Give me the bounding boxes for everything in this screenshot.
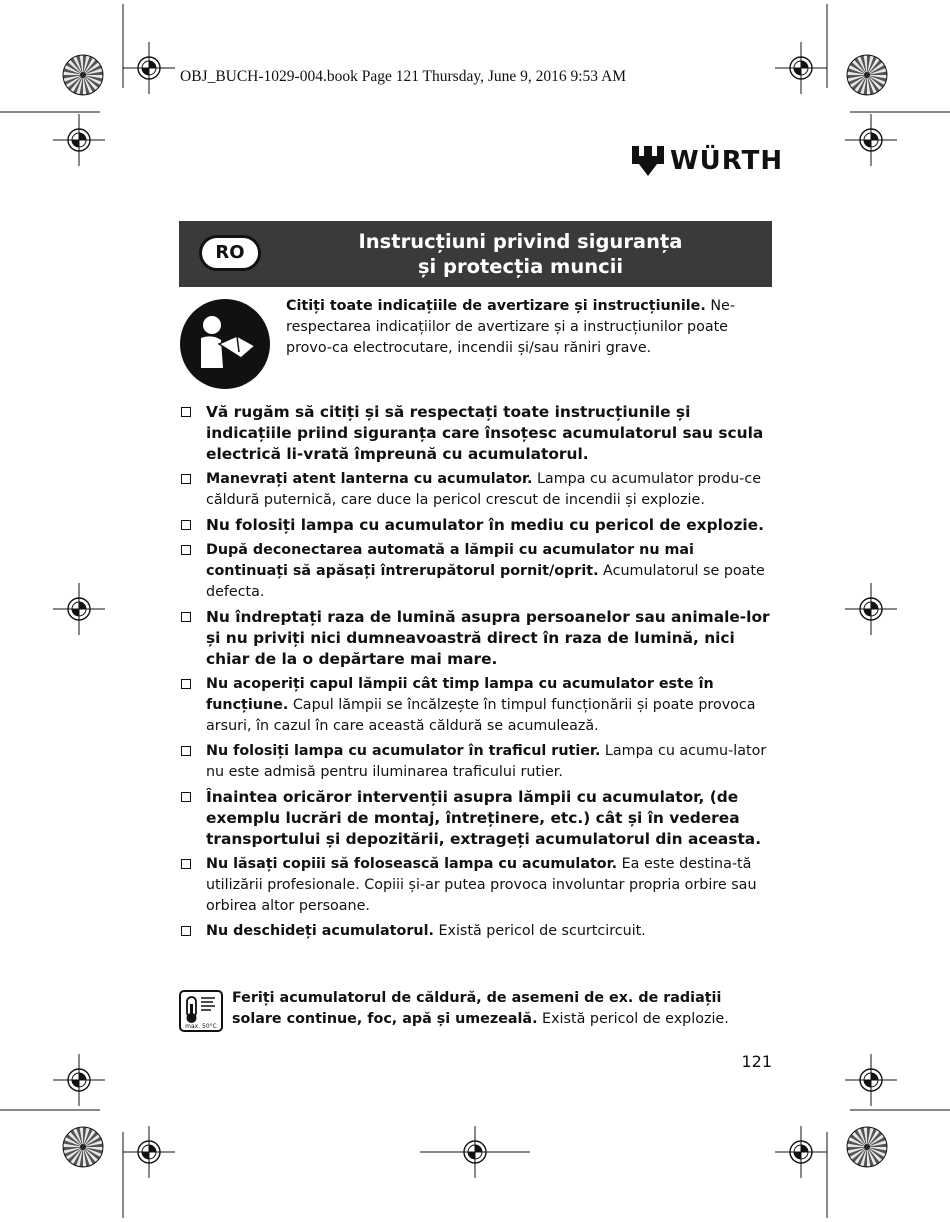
item-bold: Înaintea oricăror intervenții asupra lămpii cu acumulator, (de exemplu lucrări de montaj, întreținere, etc.) cât și în vederea transportului și depozitării, extrageți acumulatorul din aceasta. [206,788,762,848]
registration-mark-icon [845,1054,897,1106]
language-badge: RO [199,235,261,271]
checkbox-bullet-icon [181,926,191,936]
intro-bold: Citiți toate indicațiile de avertizare și instrucțiunile. [286,298,706,314]
item-bold: Nu acoperiți capul lămpii cât timp lampa cu acumulator este în funcțiune. [206,676,714,713]
registration-mark-icon [123,1126,175,1178]
intro-paragraph [286,296,774,359]
item-bold: Nu îndreptați raza de lumină asupra persoanelor sau animale-lor și nu priviți nici dumneavoastră direct în raza de lumină, nici chiar de la o depărtare mai mare. [206,608,770,668]
section-title-bar [179,221,772,287]
read-instructions-block [179,296,774,396]
item-text: Capul lămpii se încălzește în timpul funcționării și poate provoca arsuri, în cazul în care această căldură se acumulează. [206,697,756,734]
registration-mark-icon [845,583,897,635]
list-item [181,787,774,850]
checkbox-bullet-icon [181,545,191,555]
list-item [181,741,774,783]
color-wheel-icon [63,55,103,95]
checkbox-bullet-icon [181,746,191,756]
item-text: Lampa cu acumu-lator nu este admisă pentru iluminarea traficului rutier. [206,743,767,780]
list-item [181,607,774,670]
page-number: 121 [741,1052,772,1071]
section-title-line-1: Instrucțiuni privind siguranța [358,230,683,253]
print-header: OBJ_BUCH-1029-004.book Page 121 Thursday, June 9, 2016 9:53 AM [180,68,627,85]
list-item [181,540,774,603]
final-bold: Feriți acumulatorul de căldură, de asemeni de ex. de radiații solare continue, foc, apă și umezeală. [232,990,722,1027]
item-bold: Nu deschideți acumulatorul. [206,923,434,939]
item-bold: Manevrați atent lanterna cu acumulator. [206,471,533,487]
checkbox-bullet-icon [181,407,191,417]
item-bold: Nu folosiți lampa cu acumulator în traficul rutier. [206,743,601,759]
safety-list [181,402,774,946]
wurth-logo [630,144,784,180]
wurth-logo-icon [630,144,666,178]
section-title-line-2: și protecția muncii [417,255,624,278]
registration-mark-icon [53,583,105,635]
list-item [181,854,774,917]
item-bold: Vă rugăm să citiți și să respectați toate instrucțiunile și indicațiile priind siguranța care însoțesc acumulatorul sau scula electrică li-vrată împreună cu acumulatorul. [206,403,764,463]
section-title [279,229,762,279]
checkbox-bullet-icon [181,474,191,484]
checkbox-bullet-icon [181,859,191,869]
item-bold: După deconectarea automată a lămpii cu acumulator nu mai continuați să apăsați întrerupătorul pornit/oprit. [206,542,694,579]
checkbox-bullet-icon [181,792,191,802]
logo-text: WÜRTH [670,146,784,176]
checkbox-bullet-icon [181,679,191,689]
item-bold: Nu lăsați copiii să folosească lampa cu acumulator. [206,856,618,872]
item-text: Ea este destina-tă utilizării profesionale. Copiii și-ar putea provoca involuntar propria orbire sau orbirea altor persoane. [206,856,757,914]
registration-mark-icon [123,42,175,94]
color-wheel-icon [63,1127,103,1167]
color-wheel-icon [847,1127,887,1167]
heat-warning-block [179,988,774,1034]
registration-mark-icon [53,1054,105,1106]
checkbox-bullet-icon [181,612,191,622]
intro-text: Ne-respectarea indicațiilor de avertizare și a instrucțiunilor poate provo-ca electrocutare, incendii și/sau răniri grave. [286,298,735,356]
registration-mark-icon [775,1126,827,1178]
final-text: Există pericol de explozie. [537,1011,729,1027]
list-item [181,402,774,465]
list-item [181,921,774,942]
color-wheel-icon [847,55,887,95]
item-bold: Nu folosiți lampa cu acumulator în mediu cu pericol de explozie. [206,516,764,534]
temperature-label: max. 50°C [185,1023,217,1030]
list-item [181,674,774,737]
registration-mark-icon [775,42,827,94]
item-text: Acumulatorul se poate defecta. [206,563,765,600]
item-text: Lampa cu acumulator produ-ce căldură puternică, care duce la pericol crescut de incendii și explozie. [206,471,761,508]
registration-mark-icon [845,114,897,166]
registration-mark-icon [53,114,105,166]
item-text: Există pericol de scurtcircuit. [433,923,646,939]
list-item [181,515,774,536]
list-item [181,469,774,511]
read-manual-icon [179,298,271,390]
temperature-warning-icon [179,990,223,1032]
heat-warning-paragraph [232,988,774,1030]
checkbox-bullet-icon [181,520,191,530]
